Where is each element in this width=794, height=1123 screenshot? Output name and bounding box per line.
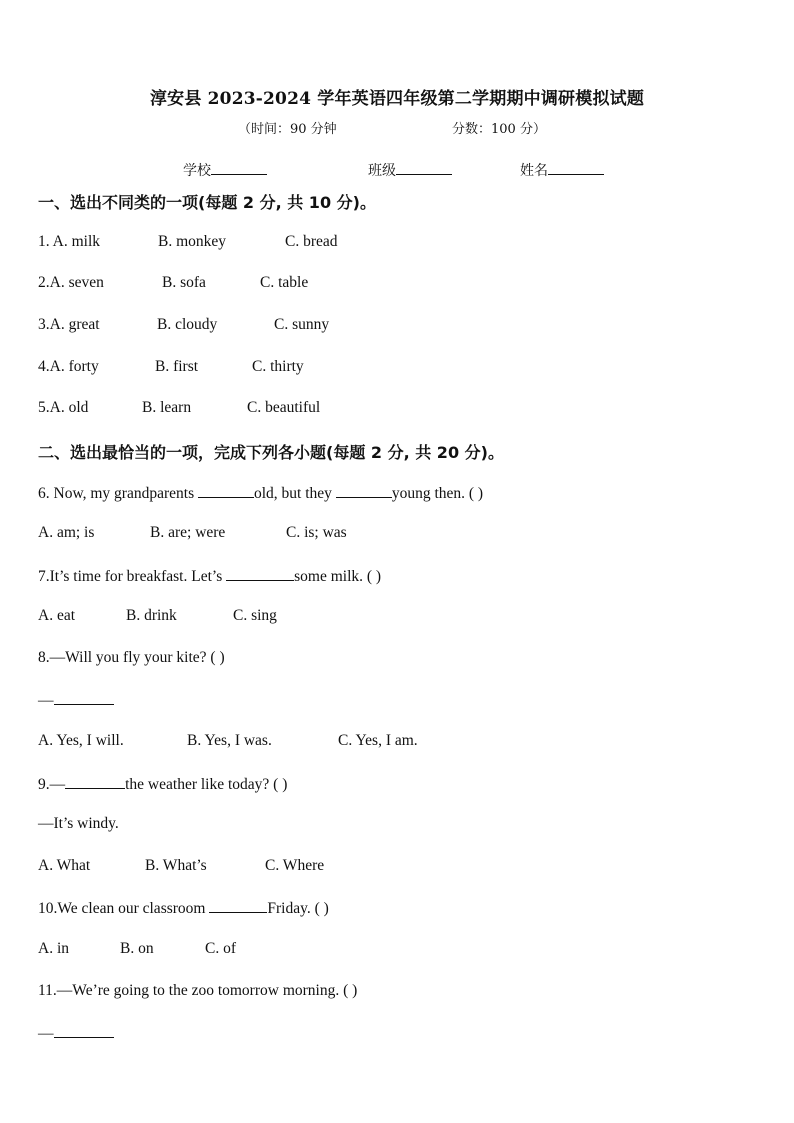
q6-blank-2[interactable] <box>336 483 392 498</box>
q10-text-2: Friday. ( ) <box>267 900 329 917</box>
q7-text-1: 7.It’s time for breakfast. Let’s <box>38 568 227 585</box>
school-label: 学校 <box>183 163 211 179</box>
class-blank[interactable] <box>396 160 452 175</box>
question-7 <box>38 566 381 586</box>
q6-text-3: young then. ( ) <box>391 485 484 502</box>
q7-text-2: some milk. ( ) <box>294 568 382 585</box>
option-a: 5.A. old <box>38 399 89 416</box>
option-c: C. of <box>205 940 236 957</box>
class-label: 班级 <box>368 163 396 179</box>
q6-text-1: 6. Now, my grandparents <box>38 485 198 502</box>
section-1-heading: 一、选出不同类的一项(每题 2 分, 共 10 分)。 <box>38 193 376 212</box>
q9-text-1: 9.— <box>38 776 66 793</box>
total-score: 分数：100 分） <box>452 122 546 137</box>
q10-blank[interactable] <box>209 898 267 913</box>
option-a: A. eat <box>38 607 76 624</box>
q8-blank[interactable] <box>54 690 114 705</box>
q6-text-2: old, but they <box>254 485 336 502</box>
question-8-reply <box>38 690 114 710</box>
name-label: 姓名 <box>520 163 548 179</box>
option-b: B. sofa <box>162 274 206 291</box>
q9-text-2: the weather like today? ( ) <box>125 776 288 793</box>
option-a: A. in <box>38 940 69 957</box>
q8-dash: — <box>38 692 54 709</box>
q7-blank[interactable] <box>226 566 294 581</box>
option-b: B. first <box>155 358 199 375</box>
section-2-heading: 二、选出最恰当的一项，完成下列各小题(每题 2 分, 共 20 分)。 <box>38 443 504 462</box>
option-b: B. What’s <box>145 857 207 874</box>
option-c: C. beautiful <box>247 399 321 416</box>
option-c: C. thirty <box>252 358 304 375</box>
question-11: 11.—We’re going to the zoo tomorrow morning. ( ) <box>38 982 358 999</box>
page-title: 淳安县 2023-2024 学年英语四年级第二学期期中调研模拟试题 <box>149 89 645 109</box>
option-b: B. on <box>120 940 154 957</box>
option-c: C. sunny <box>274 316 330 333</box>
option-b: B. cloudy <box>157 316 218 333</box>
option-c: C. bread <box>285 233 338 250</box>
question-6 <box>38 483 483 503</box>
option-a: 2.A. seven <box>38 274 104 291</box>
option-a: 1. A. milk <box>38 233 101 250</box>
class-field <box>368 160 396 180</box>
school-field <box>183 160 211 180</box>
option-b: B. drink <box>126 607 177 624</box>
option-c: C. Where <box>265 857 325 874</box>
q10-text-1: 10.We clean our classroom <box>38 900 210 917</box>
q6-blank-1[interactable] <box>198 483 254 498</box>
option-b: B. learn <box>142 399 192 416</box>
option-c: C. table <box>260 274 309 291</box>
question-9-reply: —It’s windy. <box>38 815 119 832</box>
name-field <box>520 160 548 180</box>
option-a: A. What <box>38 857 91 874</box>
option-a: 3.A. great <box>38 316 100 333</box>
q11-dash: — <box>38 1025 54 1042</box>
option-c: C. is; was <box>286 524 347 541</box>
name-blank[interactable] <box>548 160 604 175</box>
option-c: C. Yes, I am. <box>338 732 418 749</box>
option-a: A. Yes, I will. <box>38 732 124 749</box>
question-8: 8.—Will you fly your kite? ( ) <box>38 649 225 666</box>
question-9 <box>38 774 287 794</box>
option-a: A. am; is <box>38 524 95 541</box>
option-b: B. are; were <box>150 524 226 541</box>
option-b: B. monkey <box>158 233 227 250</box>
school-blank[interactable] <box>211 160 267 175</box>
question-10 <box>38 898 329 918</box>
option-b: B. Yes, I was. <box>187 732 272 749</box>
option-a: 4.A. forty <box>38 358 99 375</box>
question-11-reply <box>38 1023 114 1043</box>
q9-blank[interactable] <box>65 774 125 789</box>
q11-blank[interactable] <box>54 1023 114 1038</box>
time-limit: （时间：90 分钟 <box>238 122 337 137</box>
option-c: C. sing <box>233 607 277 624</box>
